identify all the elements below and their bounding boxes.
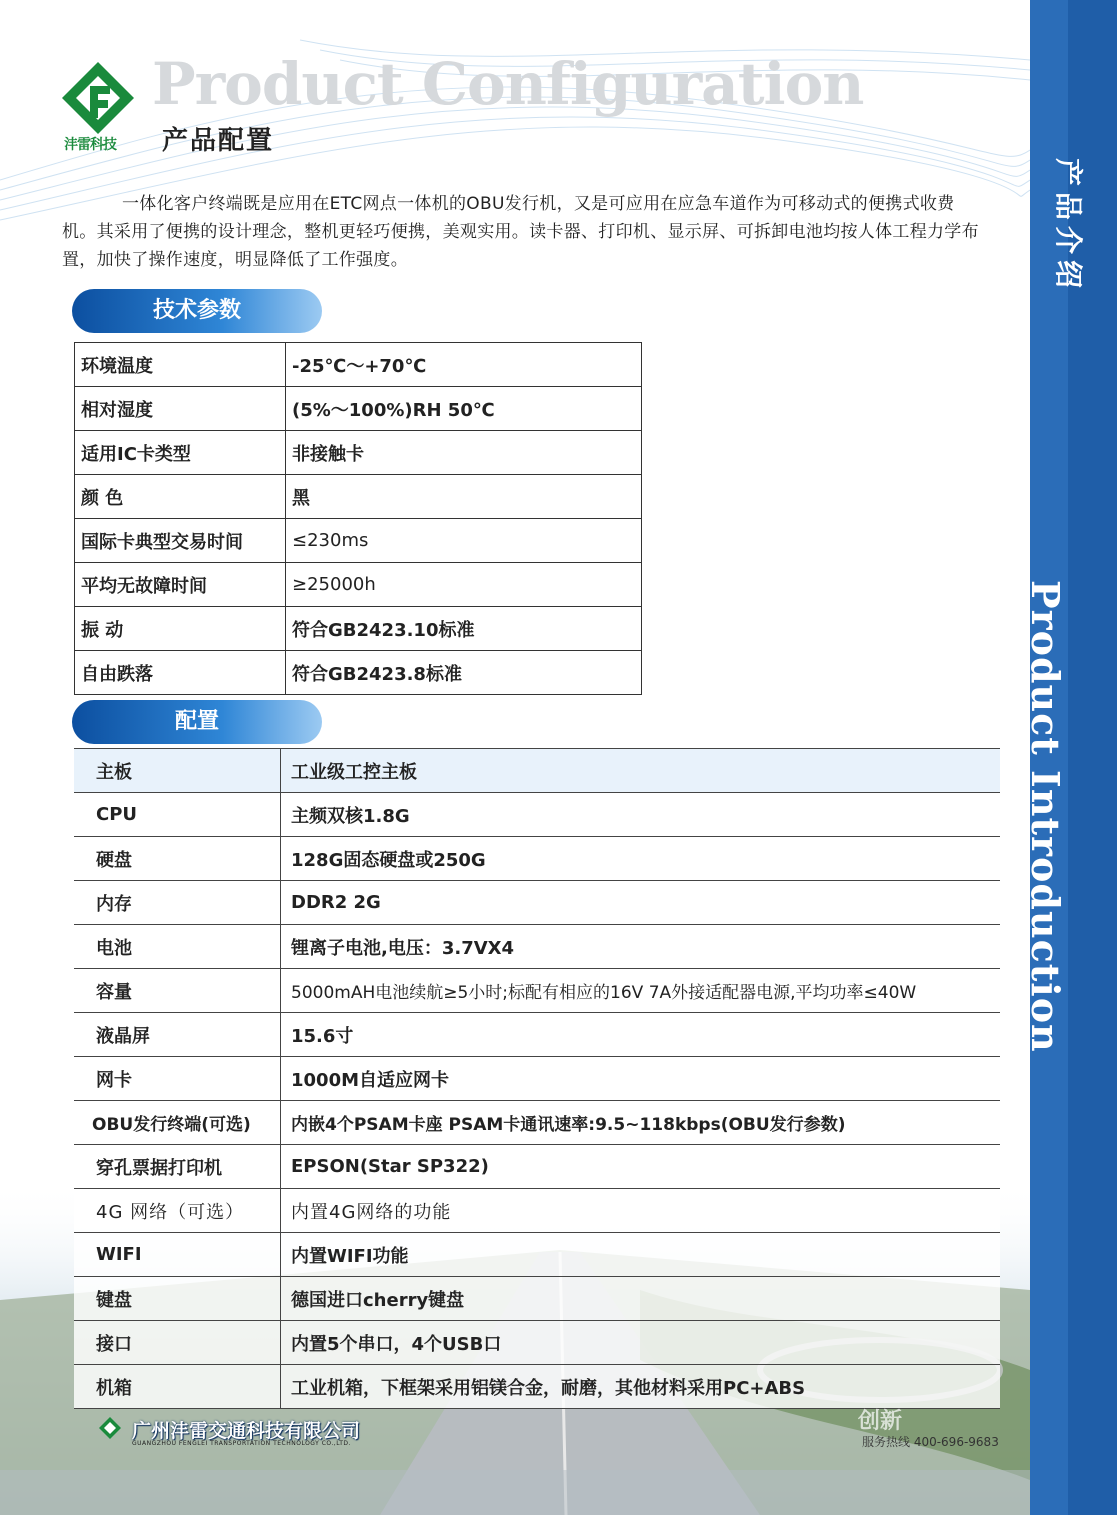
row-value: (5%～100%)RH 50℃ xyxy=(286,387,642,431)
side-title-cn: 产 品 介 绍 xyxy=(1052,157,1085,288)
logo-text: 沣雷科技 xyxy=(64,137,116,153)
row-label: 颜 色 xyxy=(75,475,286,519)
table-row xyxy=(74,837,1000,881)
footer-hotline: 服务热线 400-696-9683 xyxy=(862,1435,999,1449)
table-row xyxy=(74,969,1000,1013)
row-value: 符合GB2423.8标准 xyxy=(286,651,642,695)
row-label: 接口 xyxy=(74,1321,281,1365)
footer-company-name: 广州沣雷交通科技有限公司 xyxy=(132,1420,361,1442)
row-value: 5000mAH电池续航≥5小时;标配有相应的16V 7A外接适配器电源,平均功率≤40W xyxy=(281,969,1001,1013)
row-label: WIFI xyxy=(74,1233,281,1277)
table-row xyxy=(75,563,642,607)
table-row xyxy=(75,519,642,563)
footer-company-name-en: GUANGZHOU FENGLEI TRANSPORTATION TECHNOLOGY CO.,LTD. xyxy=(132,1440,351,1447)
row-value: 主频双核1.8G xyxy=(281,793,1001,837)
row-value: 15.6寸 xyxy=(281,1013,1001,1057)
table-row xyxy=(75,475,642,519)
row-label: 内存 xyxy=(74,881,281,925)
table-row xyxy=(74,1013,1000,1057)
row-value: 工业机箱，下框架采用铝镁合金，耐磨，其他材料采用PC+ABS xyxy=(281,1365,1001,1409)
intro-paragraph: 一体化客户终端既是应用在ETC网点一体机的OBU发行机，又是可应用在应急车道作为可移动式的便携式收费机。其采用了便携的设计理念，整机更轻巧便携，美观实用。读卡器、打印机、显示屏、可拆卸电池均按人体工程力学布置，加快了操作速度，明显降低了工作强度。 xyxy=(62,194,979,270)
table-row xyxy=(75,431,642,475)
table-row xyxy=(75,651,642,695)
table-row xyxy=(74,925,1000,969)
row-label: 网卡 xyxy=(74,1057,281,1101)
table-row xyxy=(75,343,642,387)
config-table xyxy=(74,748,1000,1409)
page-title-en: Product Configuration xyxy=(152,50,864,118)
table-row xyxy=(74,1365,1000,1409)
table-row xyxy=(74,793,1000,837)
table-row xyxy=(74,1101,1000,1145)
footer-logo-icon xyxy=(98,1416,122,1440)
row-value: 锂离子电池,电压：3.7VX4 xyxy=(281,925,1001,969)
tech-heading: 技术参数 xyxy=(72,289,322,333)
footer-slogan: 创新 xyxy=(858,1409,903,1434)
company-logo xyxy=(60,60,136,140)
row-value: -25℃～+70℃ xyxy=(286,343,642,387)
row-label: 相对湿度 xyxy=(75,387,286,431)
row-label: CPU xyxy=(74,793,281,837)
table-row xyxy=(74,749,1000,793)
row-value: 1000M自适应网卡 xyxy=(281,1057,1001,1101)
table-row xyxy=(74,1233,1000,1277)
row-label: 容量 xyxy=(74,969,281,1013)
row-value: 黑 xyxy=(286,475,642,519)
row-value: ≤230ms xyxy=(286,519,642,563)
table-row xyxy=(75,387,642,431)
config-heading: 配置 xyxy=(72,700,322,744)
row-value: 德国进口cherry键盘 xyxy=(281,1277,1001,1321)
side-title-en: Product Introduction xyxy=(1023,580,1068,1053)
row-label: 平均无故障时间 xyxy=(75,563,286,607)
table-row xyxy=(74,1057,1000,1101)
tech-table xyxy=(74,342,642,695)
table-row xyxy=(74,881,1000,925)
row-label: 电池 xyxy=(74,925,281,969)
table-row xyxy=(74,1321,1000,1365)
row-label: 穿孔票据打印机 xyxy=(74,1145,281,1189)
row-value: 符合GB2423.10标准 xyxy=(286,607,642,651)
row-label: 硬盘 xyxy=(74,837,281,881)
table-row xyxy=(74,1145,1000,1189)
table-row xyxy=(74,1189,1000,1233)
row-value: ≥25000h xyxy=(286,563,642,607)
row-value: 内置WIFI功能 xyxy=(281,1233,1001,1277)
row-value: 工业级工控主板 xyxy=(281,749,1001,793)
row-label: 自由跌落 xyxy=(75,651,286,695)
row-value: 内置4G网络的功能 xyxy=(281,1189,1001,1233)
row-label: 振 动 xyxy=(75,607,286,651)
row-label: 环境温度 xyxy=(75,343,286,387)
row-label: 机箱 xyxy=(74,1365,281,1409)
row-label: 4G 网络（可选） xyxy=(74,1189,281,1233)
row-label: 主板 xyxy=(74,749,281,793)
row-label: OBU发行终端(可选) xyxy=(74,1101,281,1145)
row-label: 适用IC卡类型 xyxy=(75,431,286,475)
row-value: EPSON(Star SP322) xyxy=(281,1145,1001,1189)
row-value: 内置5个串口，4个USB口 xyxy=(281,1321,1001,1365)
row-value: 128G固态硬盘或250G xyxy=(281,837,1001,881)
row-label: 国际卡典型交易时间 xyxy=(75,519,286,563)
row-label: 键盘 xyxy=(74,1277,281,1321)
row-value: DDR2 2G xyxy=(281,881,1001,925)
row-label: 液晶屏 xyxy=(74,1013,281,1057)
table-row xyxy=(74,1277,1000,1321)
table-row xyxy=(75,607,642,651)
row-value: 非接触卡 xyxy=(286,431,642,475)
page-title-cn: 产品配置 xyxy=(162,126,275,156)
row-value: 内嵌4个PSAM卡座 PSAM卡通讯速率:9.5~118kbps(OBU发行参数) xyxy=(281,1101,1001,1145)
